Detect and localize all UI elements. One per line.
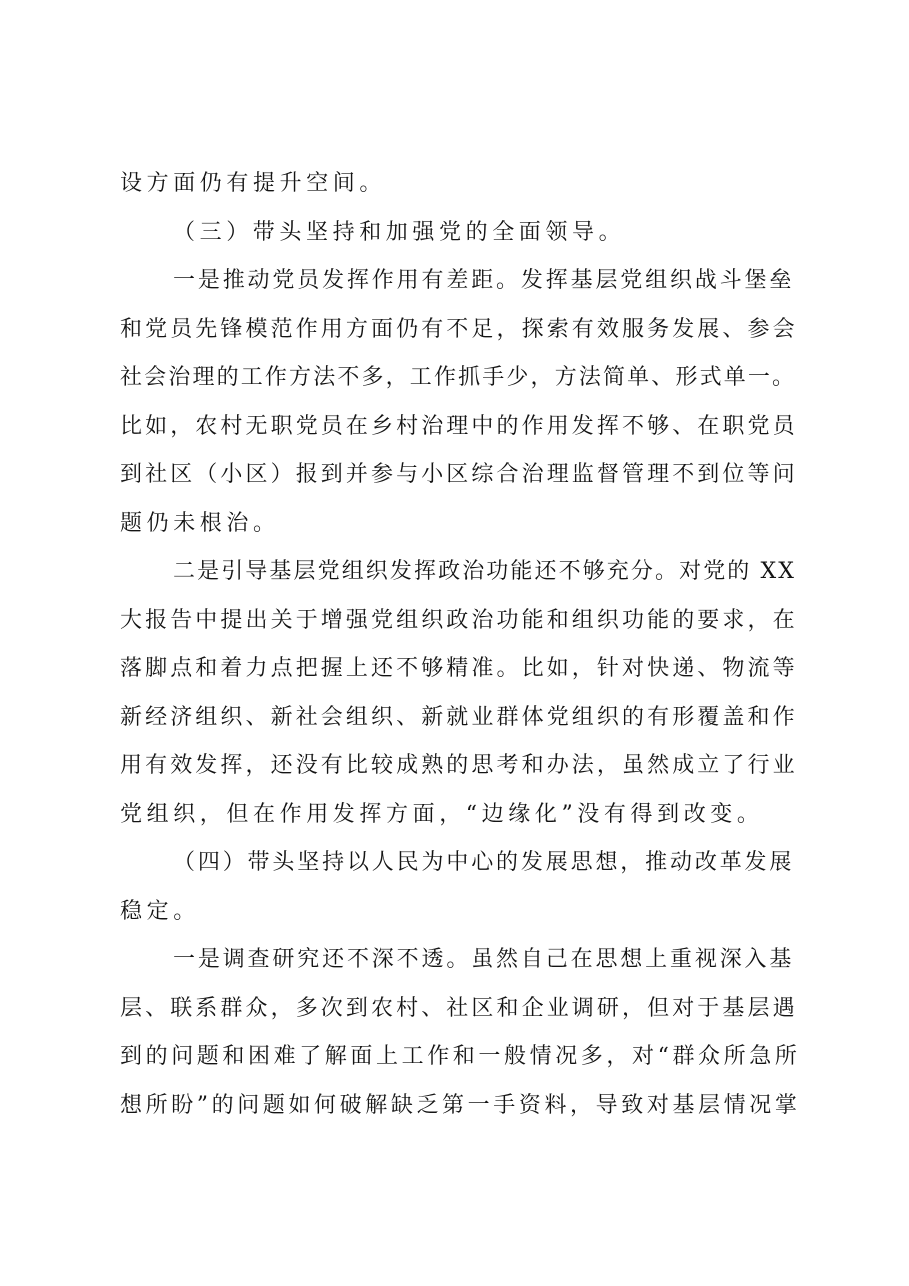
- text-line: 落脚点和着力点把握上还不够精准。比如，针对快递、物流等: [120, 656, 798, 681]
- text-line: 大报告中提出关于增强党组织政治功能和组织功能的要求，在: [120, 607, 798, 633]
- text-line: 党组织，但在作用发挥方面，“边缘化”没有得到改变。: [120, 801, 764, 827]
- document-body: [120, 160, 800, 1130]
- text-line: 设方面仍有提升空间。: [120, 171, 387, 196]
- text-line: 和党员先锋模范作用方面仍有不足，探索有效服务发展、参会: [120, 316, 798, 342]
- paragraph-first-line: 二是引导基层党组织发挥政治功能还不够充分。对党的 XX: [173, 559, 797, 584]
- text-line: 用有效发挥，还没有比较成熟的思考和办法，虽然成立了行业: [120, 753, 798, 778]
- text-line: 新经济组织、新社会组织、新就业群体党组织的有形覆盖和作: [120, 704, 798, 730]
- section-heading: （三）带头坚持和加强党的全面领导。: [173, 219, 626, 245]
- text-line: 层、联系群众，多次到农村、社区和企业调研，但对于基层遇: [120, 995, 798, 1021]
- text-line: 到的问题和困难了解面上工作和一般情况多，对“群众所急所: [120, 1044, 801, 1069]
- text-line: 稳定。: [120, 898, 200, 924]
- section-heading: （四）带头坚持以人民为中心的发展思想，推动改革发展: [173, 850, 795, 875]
- text-line: 比如，农村无职党员在乡村治理中的作用发挥不够、在职党员: [120, 413, 798, 439]
- paragraph-first-line: 一是调查研究还不深不透。虽然自己在思想上重视深入基: [173, 947, 795, 972]
- text-line: 想所盼”的问题如何破解缺乏第一手资料，导致对基层情况掌: [120, 1092, 801, 1118]
- paragraph-first-line: 一是推动党员发挥作用有差距。发挥基层党组织战斗堡垒: [173, 268, 795, 293]
- text-line: 到社区（小区）报到并参与小区综合治理监督管理不到位等问: [120, 462, 798, 487]
- text-line: 社会治理的工作方法不多，工作抓手少，方法简单、形式单一。: [120, 365, 797, 390]
- text-line: 题仍未根治。: [120, 510, 280, 536]
